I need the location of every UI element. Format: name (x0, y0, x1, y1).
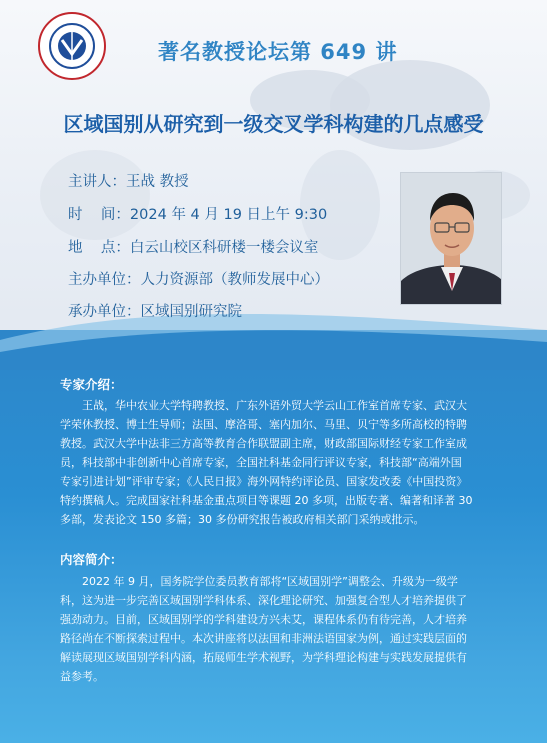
forum-title: 著名教授论坛第 649 讲 (158, 40, 398, 64)
expert-line: 多部，发表论文 150 多篇；30 多份研究报告被政府相关部门采纳或批示。 (60, 513, 425, 526)
place-info: 地 点：白云山校区科研楼一楼会议室 (68, 240, 319, 256)
expert-line: 学荣休教授、博士生导师；法国、摩洛哥、塞内加尔、马里、贝宁等多所高校的特聘 (60, 418, 467, 431)
expert-line: 员，科技部中非创新中心首席专家，全国社科基金同行评议专家，科技部“高端外国 (60, 456, 462, 469)
summary-line: 科，这为进一步完善区域国别学科体系、深化理论研究、加强复合型人才培养提供了 (60, 594, 467, 607)
organizer-info: 承办单位：区域国别研究院 (68, 304, 242, 320)
summary-line: 2022 年 9 月，国务院学位委员教育部将“区域国别学”调整会、升级为一级学 (82, 575, 458, 588)
speaker-info: 主讲人：王战 教授 (68, 174, 189, 190)
summary-line: 路径尚在不断探索过程中。本次讲座将以法国和非洲法语国家为例，通过实践层面的 (60, 632, 467, 645)
summary-line: 解读展现区域国别学科内涵，拓展师生学术视野，为学科理论构建与实践发展提供有 (60, 651, 467, 664)
summary-heading: 内容简介： (60, 552, 123, 567)
summary-text (60, 572, 510, 686)
speaker-photo (400, 172, 502, 305)
host-info: 主办单位：人力资源部（教师发展中心） (68, 272, 329, 288)
map-shape (40, 150, 150, 240)
university-logo (36, 10, 108, 82)
expert-bio (60, 396, 510, 529)
expert-heading: 专家介绍： (60, 377, 123, 392)
summary-line: 强劲动力。目前，区域国别学的学科建设方兴未艾，课程体系仍有待完善，人才培养 (60, 613, 467, 626)
expert-line: 特约撰稿人。完成国家社科基金重点项目等课题 20 多项，出版专著、编著和译著 30 (60, 494, 473, 507)
expert-line: 王战，华中农业大学特聘教授、广东外语外贸大学云山工作室首席专家、武汉大 (82, 399, 467, 412)
summary-line: 益参考。 (60, 670, 104, 683)
time-info: 时 间：2024 年 4 月 19 日上午 9:30 (68, 207, 328, 223)
expert-line: 专家引进计划”评审专家；《人民日报》海外网特约评论员、国家发改委《中国投资》 (60, 475, 468, 488)
lecture-title: 区域国别从研究到一级交叉学科构建的几点感受 (63, 112, 484, 136)
expert-line: 教授。武汉大学中法非三方高等教育合作联盟副主席，财政部国际财经专家工作室成 (60, 437, 467, 450)
